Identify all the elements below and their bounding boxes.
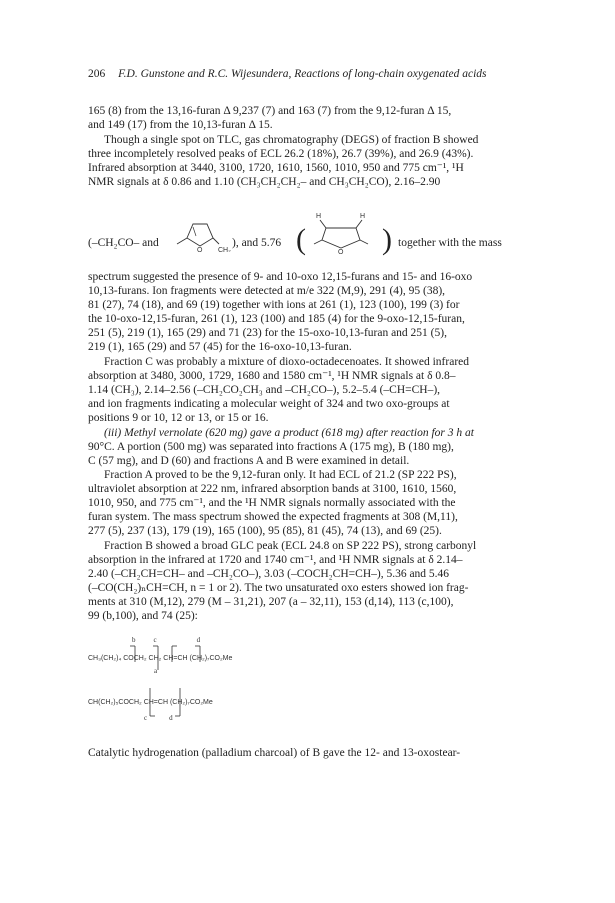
text-line: Fraction C was probably a mixture of dioxo-octadecenoates. It showed infrared [104, 356, 470, 368]
text-line: 81 (27), 74 (18), and 69 (19) together with ions at 261 (1), 123 (100), 199 (3) for [88, 299, 460, 311]
structure-2-formula: CH(CH₂)₅COCH₂ CH=CH (CH₂)₇CO₂Me [88, 699, 213, 706]
text-line: C (57 mg), and D (60) and fractions A and B were examined in detail. [88, 455, 410, 467]
text-line: ultraviolet absorption at 222 nm, infrared absorption bands at 3100, 1610, 1560, [88, 483, 457, 495]
text-line: 99 (b,100), and 74 (25): [88, 610, 198, 622]
text-line: Infrared absorption at 3440, 3100, 1720, 1610, 1560, 1010, 950 and 775 cm⁻¹, ¹H [88, 162, 464, 174]
fragment-letter-c: c [153, 636, 175, 644]
fragment-letter-d-2: d [169, 714, 195, 722]
fragment-letter-b: b [132, 636, 154, 644]
text-line: and 149 (17) from the 10,13-furan Δ 15. [88, 119, 273, 131]
text-line-final: Catalytic hydrogenation (palladium charcoal) of B gave the 12- and 13-oxostear- [88, 747, 461, 759]
text-line: furan system. The mass spectrum showed the expected fragments at 308 (M,11), [88, 511, 458, 523]
structure-2-letters [144, 714, 195, 723]
h-label-right: H [360, 213, 366, 220]
text-line: NMR signals at δ 0.86 and 1.10 (CH₃CH₂CH₂– and CH₃CH₂CO), 2.16–2.90 [88, 176, 441, 188]
close-paren: ) [382, 223, 392, 256]
formula-middle: ), and 5.76 [232, 237, 282, 249]
text-line: 1010, 950, and 775 cm⁻¹, and the ¹H NMR signals normally associated with the [88, 497, 456, 509]
open-paren: ( [296, 223, 306, 256]
text-line: spectrum suggested the presence of 9- and 10-oxo 12,15-furans and 15- and 16-oxo [88, 271, 473, 283]
text-line: 10,13-furans. Ion fragments were detected at m/e 322 (M,9), 291 (4), 95 (38), [88, 285, 446, 297]
text-line: three incompletely resolved peaks of ECL 26.2 (18%), 26.7 (39%), and 26.9 (43%). [88, 148, 474, 160]
text-line: Fraction B showed a broad GLC peak (ECL 24.8 on SP 222 PS), strong carbonyl [104, 540, 477, 552]
structure-1-sub-letter: a [154, 667, 158, 675]
h-label-left: H [316, 213, 322, 220]
furan-vinyl-structure [304, 208, 380, 254]
fragment-letter-c-2: c [144, 714, 170, 722]
text-line: Fraction A proved to be the 9,12-furan only. It had ECL of 21.2 (SP 222 PS), [104, 469, 457, 481]
furan-ring-structure [173, 208, 233, 252]
text-line: 90°C. A portion (500 mg) was separated into fractions A (175 mg), B (180 mg), [88, 441, 454, 453]
text-line: (iii) Methyl vernolate (620 mg) gave a product (618 mg) after reaction for 3 h at [104, 427, 474, 439]
text-line: the 10-oxo-12,15-furan, 261 (1), 123 (100) and 185 (4) for the 9-oxo-12,15-furan, [88, 313, 465, 325]
text-line: absorption in the infrared at 1720 and 1740 cm⁻¹, and ¹H NMR signals at δ 2.14– [88, 554, 463, 566]
text-line: 2.40 (–CH₂CH=CH– and –CH₂CO–), 3.03 (–COCH₂CH=CH–), 5.36 and 5.46 [88, 568, 450, 580]
text-line: positions 9 or 10, 12 or 13, or 15 or 16. [88, 412, 269, 424]
text-line: (–CO(CH₂)ₙCH=CH, n = 1 or 2). The two unsaturated oxo esters showed ion frag- [88, 582, 469, 594]
text-line: Though a single spot on TLC, gas chromatography (DEGS) of fraction B showed [104, 134, 479, 146]
structure-1-formula: CH₃(CH₂)₄ COCH₂ CH₂ CH=CH (CH₂)₇CO₂Me [88, 655, 233, 662]
ring-oxygen-label: O [197, 247, 203, 252]
text-line: ments at 310 (M,12), 279 (M – 31,21), 207 (a – 32,11), 153 (d,14), 113 (c,100), [88, 596, 454, 608]
text-line: and ion fragments indicating a molecular weight of 324 and two oxo-groups at [88, 398, 450, 410]
formula-suffix: together with the mass [398, 237, 502, 249]
page-number: 206 [88, 68, 106, 80]
text-line: absorption at 3480, 3000, 1729, 1680 and 1580 cm⁻¹, ¹H NMR signals at δ 0.8– [88, 370, 456, 382]
text-line: 219 (1), 165 (29) and 57 (45) for the 16-oxo-10,13-furan. [88, 341, 352, 353]
running-header [88, 68, 487, 80]
text-line: 251 (5), 219 (1), 165 (29) and 71 (23) for the 15-oxo-10,13-furan and 251 (5), [88, 327, 447, 339]
text-line: 1.14 (CH₃), 2.14–2.56 (–CH₂CO₂CH₃ and –CH₂CO–), 5.2–5.4 (–CH=CH–), [88, 384, 441, 396]
running-title: F.D. Gunstone and R.C. Wijesundera, Reactions of long-chain oxygenated acids [118, 68, 487, 80]
ring-oxygen-label-2: O [338, 249, 344, 254]
ring-ch2-label: CH₂ [218, 247, 231, 252]
text-line: 277 (5), 237 (13), 179 (19), 165 (100), 95 (85), 81 (45), 74 (13), and 69 (25). [88, 525, 442, 537]
fragment-letter-d: d [196, 636, 219, 644]
text-line: 165 (8) from the 13,16-furan Δ 9,237 (7) and 163 (7) from the 9,12-furan Δ 15, [88, 105, 452, 117]
formula-prefix: (–CH₂CO– and [88, 237, 159, 249]
